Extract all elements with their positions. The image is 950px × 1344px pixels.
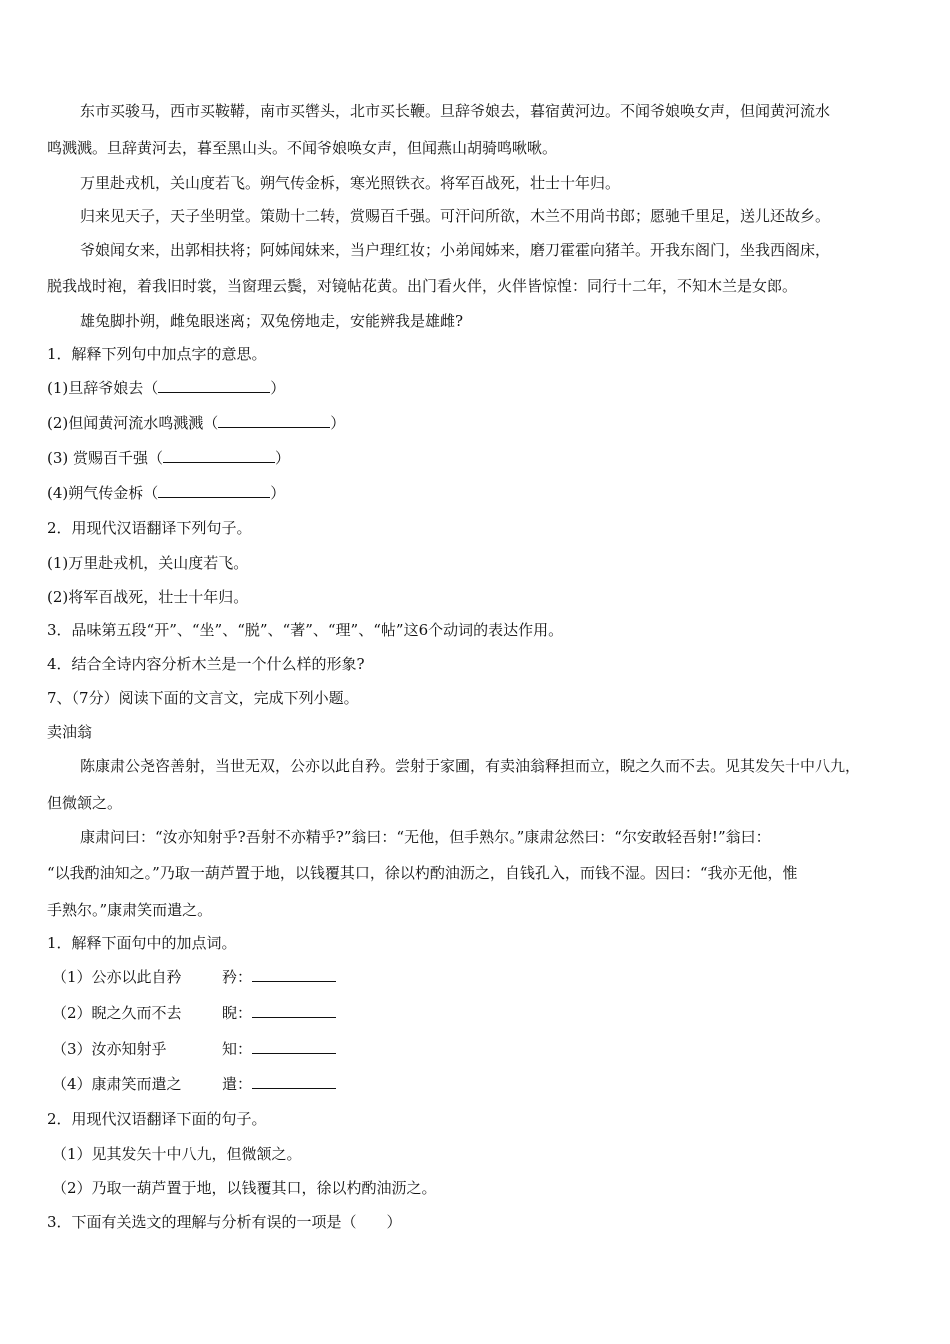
section-7-header: 7、（7分）阅读下面的文言文，完成下列小题。 (47, 689, 359, 707)
question-1-item-3 (47, 447, 290, 469)
question-4: 4．结合全诗内容分析木兰是一个什么样的形象? (47, 655, 365, 673)
keyword-label: 睨： (222, 1004, 253, 1022)
answer-blank[interactable] (252, 1003, 336, 1018)
question-2-title: 2．用现代汉语翻译下列句子。 (47, 519, 252, 537)
section-7-question-1-title: 1．解释下面句中的加点词。 (47, 934, 237, 952)
keyword-label: 矜： (222, 968, 253, 986)
question-2-item-1: (1)万里赴戎机，关山度若飞。 (47, 554, 249, 572)
question-item-text: (4)朔气传金柝（ (47, 484, 159, 502)
answer-blank[interactable] (158, 378, 270, 393)
question-1-item-4 (47, 482, 285, 504)
question-item-text: (1)旦辞爷娘去（ (47, 379, 159, 397)
section-7-paragraph-1-line-2: 但微颔之。 (47, 794, 123, 812)
question-item-text: (2)但闻黄河流水鸣溅溅（ (47, 414, 219, 432)
keyword-label: 遣： (222, 1075, 253, 1093)
section-7-paragraph-2-line-3: 手熟尔。”康肃笑而遣之。 (47, 901, 213, 919)
section-7-question-2-title: 2．用现代汉语翻译下面的句子。 (47, 1110, 267, 1128)
poem-paragraph-5: 雄兔脚扑朔，雌兔眼迷离；双兔傍地走，安能辨我是雄雌? (80, 312, 464, 330)
question-2-item-2: (2)将军百战死，壮士十年归。 (47, 588, 249, 606)
section-7-question-1-item-2 (52, 1002, 336, 1024)
answer-blank[interactable] (163, 448, 275, 463)
question-1-item-1 (47, 377, 285, 399)
section-7-paragraph-1-line-1: 陈康肃公尧咨善射，当世无双，公亦以此自矜。尝射于家圃，有卖油翁释担而立，睨之久而不去。见其发矢十中八九， (80, 757, 861, 775)
question-item-text: (3) 赏赐百千强（ (47, 449, 164, 467)
answer-blank[interactable] (218, 413, 330, 428)
answer-blank[interactable] (252, 1074, 336, 1089)
poem-paragraph-3: 归来见天子，天子坐明堂。策勋十二转，赏赐百千强。可汗问所欲，木兰不用尚书郎；愿驰千里足，送儿还故乡。 (80, 207, 831, 225)
poem-paragraph-1-line-2: 鸣溅溅。旦辞黄河去，暮至黑山头。不闻爷娘唤女声，但闻燕山胡骑鸣啾啾。 (47, 139, 558, 157)
question-item-text: （2）睨之久而不去 (52, 1004, 182, 1022)
poem-paragraph-2: 万里赴戎机，关山度若飞。朔气传金柝，寒光照铁衣。将军百战死，壮士十年归。 (80, 174, 621, 192)
question-1-item-2 (47, 412, 345, 434)
poem-paragraph-4-line-2: 脱我战时袍，着我旧时裳，当窗理云鬓，对镜帖花黄。出门看火伴，火伴皆惊惶：同行十二年，不知木兰是女郎。 (47, 277, 798, 295)
poem-paragraph-1-line-1: 东市买骏马，西市买鞍鞯，南市买辔头，北市买长鞭。旦辞爷娘去，暮宿黄河边。不闻爷娘唤女声，但闻黄河流水 (80, 102, 831, 120)
section-7-title: 卖油翁 (47, 723, 93, 741)
section-7-question-1-item-4 (52, 1073, 336, 1095)
close-paren: ） (270, 379, 286, 397)
keyword-label: 知： (222, 1040, 253, 1058)
section-7-paragraph-2-line-1: 康肃问曰：“汝亦知射乎?吾射不亦精乎?”翁曰：“无他，但手熟尔。”康肃忿然曰：“尔安敢轻吾射!”翁曰： (80, 828, 771, 846)
poem-paragraph-4-line-1: 爷娘闻女来，出郭相扶将；阿姊闻妹来，当户理红妆；小弟闻姊来，磨刀霍霍向猪羊。开我东阁门，坐我西阁床， (80, 241, 831, 259)
answer-blank[interactable] (252, 967, 336, 982)
answer-blank[interactable] (158, 483, 270, 498)
close-paren: ） (330, 414, 346, 432)
section-7-paragraph-2-line-2: “以我酌油知之。”乃取一葫芦置于地，以钱覆其口，徐以杓酌油沥之，自钱孔入，而钱不湿。因曰：“我亦无他，惟 (47, 864, 798, 882)
question-item-text: （4）康肃笑而遣之 (52, 1075, 182, 1093)
close-paren: ） (270, 484, 286, 502)
question-item-text: （1）公亦以此自矜 (52, 968, 182, 986)
close-paren: ） (275, 449, 291, 467)
section-7-question-3: 3．下面有关选文的理解与分析有误的一项是（ ） (47, 1213, 402, 1231)
section-7-question-2-item-1: （1）见其发矢十中八九，但微颔之。 (52, 1145, 302, 1163)
question-1-title: 1．解释下列句中加点字的意思。 (47, 345, 267, 363)
question-3: 3．品味第五段“开”、“坐”、“脱”、“著”、“理”、“帖”这6个动词的表达作用。 (47, 621, 564, 639)
answer-blank[interactable] (252, 1039, 336, 1054)
section-7-question-1-item-3 (52, 1038, 336, 1060)
section-7-question-1-item-1 (52, 966, 336, 988)
section-7-question-2-item-2: （2）乃取一葫芦置于地，以钱覆其口，徐以杓酌油沥之。 (52, 1179, 437, 1197)
question-item-text: （3）汝亦知射乎 (52, 1040, 167, 1058)
